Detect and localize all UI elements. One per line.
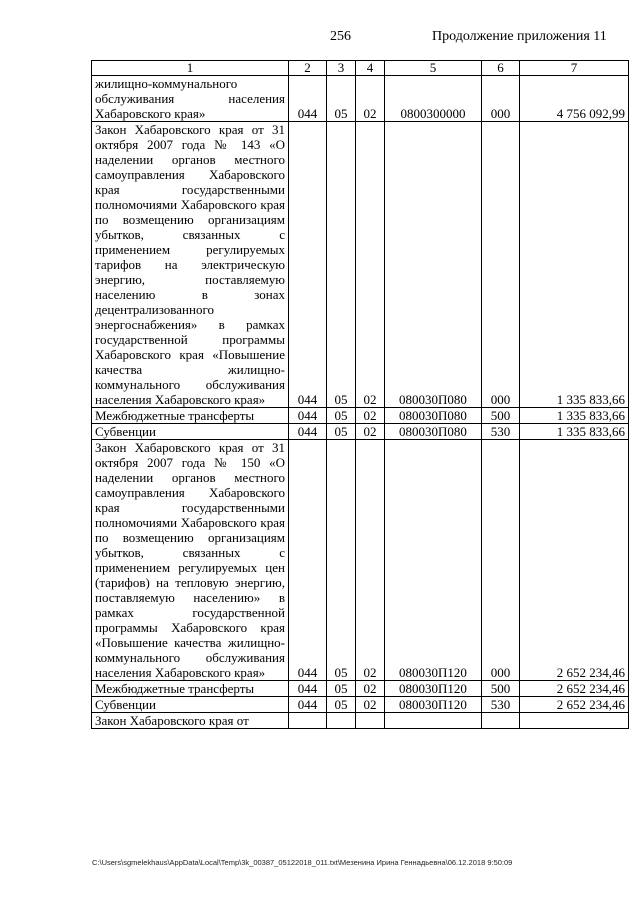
- subsection-code: 02: [356, 408, 385, 424]
- table-row: [92, 76, 629, 122]
- table-row: [92, 424, 629, 440]
- expense-type-code: 000: [482, 122, 520, 408]
- subsection-code: 02: [356, 697, 385, 713]
- row-name: Закон Хабаровского края от 31 октября 2007 года № 150 «О наделении органов местного самоуправления Хабаровского края государственными полномочиями Хабаровского края по возмещению организациям убытков, связанных с применением регулируемых цен (тарифов) на тепловую энергию, поставляемую населению» в рамках государственной программы Хабаровского края «Повышение качества жилищно-коммунального обслуживания населения Хабаровского края»: [92, 440, 289, 681]
- table-header-row: [92, 61, 629, 76]
- table-row: [92, 122, 629, 408]
- amount: 4 756 092,99: [520, 76, 629, 122]
- column-header: 1: [92, 61, 289, 76]
- column-header: 6: [482, 61, 520, 76]
- section-code: 05: [327, 440, 356, 681]
- table-row: [92, 713, 629, 729]
- grbs-code: 044: [289, 76, 327, 122]
- grbs-code: 044: [289, 122, 327, 408]
- expense-type-code: 530: [482, 697, 520, 713]
- grbs-code: 044: [289, 424, 327, 440]
- row-name: жилищно-коммунального обслуживания населения Хабаровского края»: [92, 76, 289, 122]
- section-code: 05: [327, 697, 356, 713]
- target-article-code: 0800300000: [385, 76, 482, 122]
- expense-type-code: 000: [482, 76, 520, 122]
- target-article-code: [385, 713, 482, 729]
- expense-type-code: [482, 713, 520, 729]
- amount: 2 652 234,46: [520, 697, 629, 713]
- expense-type-code: 530: [482, 424, 520, 440]
- appendix-continuation-caption: Продолжение приложения 11: [432, 29, 607, 44]
- row-name: Субвенции: [92, 424, 289, 440]
- grbs-code: [289, 713, 327, 729]
- column-header: 7: [520, 61, 629, 76]
- row-name: Закон Хабаровского края от: [92, 713, 289, 729]
- amount: 2 652 234,46: [520, 681, 629, 697]
- section-code: 05: [327, 424, 356, 440]
- column-header: 5: [385, 61, 482, 76]
- target-article-code: 080030П080: [385, 424, 482, 440]
- table-row: [92, 408, 629, 424]
- section-code: [327, 713, 356, 729]
- grbs-code: 044: [289, 408, 327, 424]
- footer-file-path: C:\Users\sgmelekhaus\AppData\Local\Temp\3k_00387_05122018_011.txt\Мезенина Ирина Геннадьевна\06.12.2018 9:50:09: [92, 858, 513, 867]
- subsection-code: 02: [356, 424, 385, 440]
- expense-type-code: 500: [482, 681, 520, 697]
- section-code: 05: [327, 122, 356, 408]
- table-row: [92, 697, 629, 713]
- row-name: Субвенции: [92, 697, 289, 713]
- amount: 1 335 833,66: [520, 424, 629, 440]
- section-code: 05: [327, 681, 356, 697]
- column-header: 2: [289, 61, 327, 76]
- table-row: [92, 440, 629, 681]
- target-article-code: 080030П120: [385, 681, 482, 697]
- expense-type-code: 000: [482, 440, 520, 681]
- subsection-code: [356, 713, 385, 729]
- grbs-code: 044: [289, 681, 327, 697]
- subsection-code: 02: [356, 122, 385, 408]
- amount: 1 335 833,66: [520, 408, 629, 424]
- target-article-code: 080030П120: [385, 697, 482, 713]
- column-header: 4: [356, 61, 385, 76]
- target-article-code: 080030П120: [385, 440, 482, 681]
- page-number: 256: [330, 29, 351, 44]
- section-code: 05: [327, 408, 356, 424]
- amount: 1 335 833,66: [520, 122, 629, 408]
- grbs-code: 044: [289, 440, 327, 681]
- column-header: 3: [327, 61, 356, 76]
- grbs-code: 044: [289, 697, 327, 713]
- subsection-code: 02: [356, 440, 385, 681]
- row-name: Межбюджетные трансферты: [92, 681, 289, 697]
- subsection-code: 02: [356, 76, 385, 122]
- expense-type-code: 500: [482, 408, 520, 424]
- budget-table: [91, 60, 629, 729]
- target-article-code: 080030П080: [385, 122, 482, 408]
- target-article-code: 080030П080: [385, 408, 482, 424]
- row-name: Межбюджетные трансферты: [92, 408, 289, 424]
- amount: 2 652 234,46: [520, 440, 629, 681]
- amount: [520, 713, 629, 729]
- row-name: Закон Хабаровского края от 31 октября 2007 года № 143 «О наделении органов местного самоуправления Хабаровского края государственными полномочиями Хабаровского края по возмещению организациям убытков, связанных с применением регулируемых тарифов на электрическую энергию, поставляемую населению в зонах децентрализованного энергоснабжения» в рамках государственной программы Хабаровского края «Повышение качества жилищно-коммунального обслуживания населения Хабаровского края»: [92, 122, 289, 408]
- subsection-code: 02: [356, 681, 385, 697]
- section-code: 05: [327, 76, 356, 122]
- table-row: [92, 681, 629, 697]
